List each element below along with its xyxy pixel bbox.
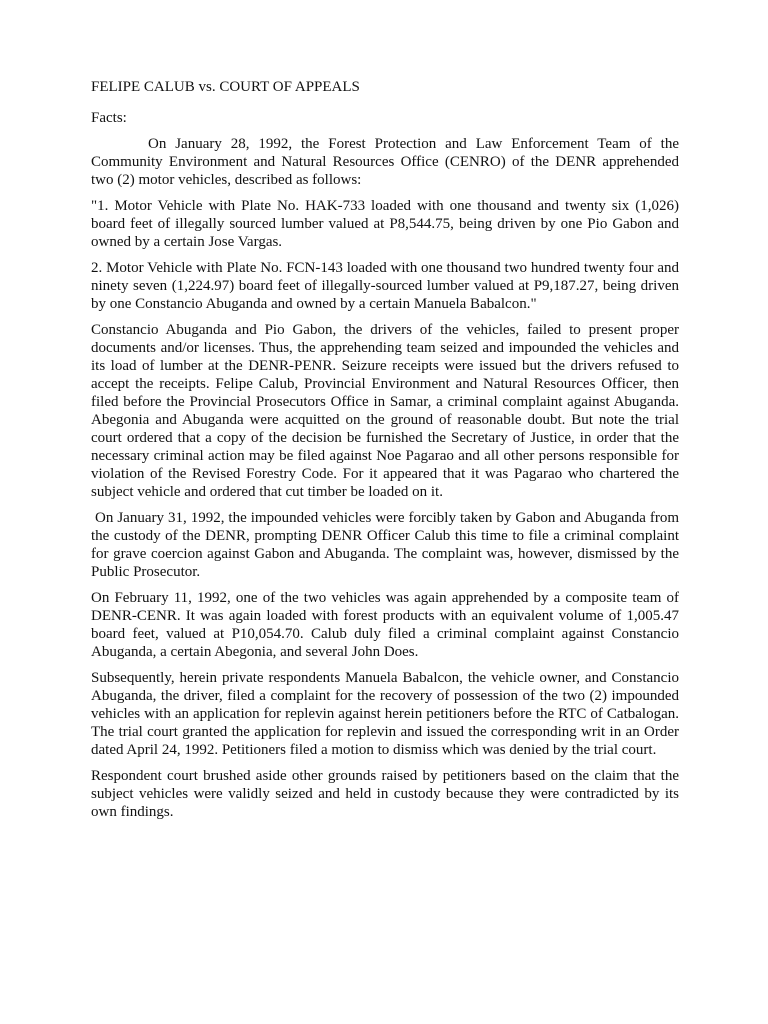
facts-heading: Facts: [91,110,127,126]
case-title: FELIPE CALUB vs. COURT OF APPEALS [91,79,360,95]
paragraph-february-11: On February 11, 1992, one of the two vehicles was again apprehended by a composite team of DENR-CENR. It was again loaded with forest products with an equivalent volume of 1,005.47 board feet, valued at P10,054.70. Calub duly filed a criminal complaint against Constancio Abuganda, a certain Abegonia, and several John Does. [91,590,679,660]
paragraph-january-31: On January 31, 1992, the impounded vehicles were forcibly taken by Gabon and Abuganda from the custody of the DENR, prompting DENR Officer Calub this time to file a criminal complaint for grave coercion against Gabon and Abuganda. The complaint was, however, dismissed by the Public Prosecutor. [91,510,679,580]
paragraph-replevin: Subsequently, herein private respondents Manuela Babalcon, the vehicle owner, and Constancio Abuganda, the driver, filed a complaint for the recovery of possession of the two (2) impounded vehicles with an application for replevin against herein petitioners before the RTC of Catbalogan. The trial court granted the application for replevin and issued the corresponding writ in an Order dated April 24, 1992. Petitioners filed a motion to dismiss which was denied by the trial court. [91,670,679,758]
paragraph-vehicle-1: "1. Motor Vehicle with Plate No. HAK-733 loaded with one thousand and twenty six (1,026) board feet of illegally sourced lumber valued at P8,544.75, being driven by one Pio Gabon and owned by a certain Jose Vargas. [91,198,679,250]
document-page [91,78,679,829]
paragraph-respondent-court: Respondent court brushed aside other grounds raised by petitioners based on the claim that the subject vehicles were validly seized and held in custody because they were contradicted by its own findings. [91,768,679,820]
paragraph-drivers: Constancio Abuganda and Pio Gabon, the drivers of the vehicles, failed to present proper documents and/or licenses. Thus, the apprehending team seized and impounded the vehicles and its load of lumber at the DENR-PENR. Seizure receipts were issued but the drivers refused to accept the receipts. Felipe Calub, Provincial Environment and Natural Resources Officer, then filed before the Provincial Prosecutors Office in Samar, a criminal complaint against Abuganda. Abegonia and Abuganda were acquitted on the ground of reasonable doubt. But note the trial court ordered that a copy of the decision be furnished the Secretary of Justice, in order that the necessary criminal action may be filed against Noe Pagarao and all other persons responsible for violation of the Revised Forestry Code. For it appeared that it was Pagarao who chartered the subject vehicle and ordered that cut timber be loaded on it. [91,322,679,500]
paragraph-vehicle-2: 2. Motor Vehicle with Plate No. FCN-143 loaded with one thousand two hundred twenty four and ninety seven (1,224.97) board feet of illegally-sourced lumber valued at P9,187.27, being driven by one Constancio Abuganda and owned by a certain Manuela Babalcon." [91,260,679,312]
paragraph-apprehension: On January 28, 1992, the Forest Protection and Law Enforcement Team of the Community Environment and Natural Resources Office (CENRO) of the DENR apprehended two (2) motor vehicles, described as follows: [91,136,679,188]
